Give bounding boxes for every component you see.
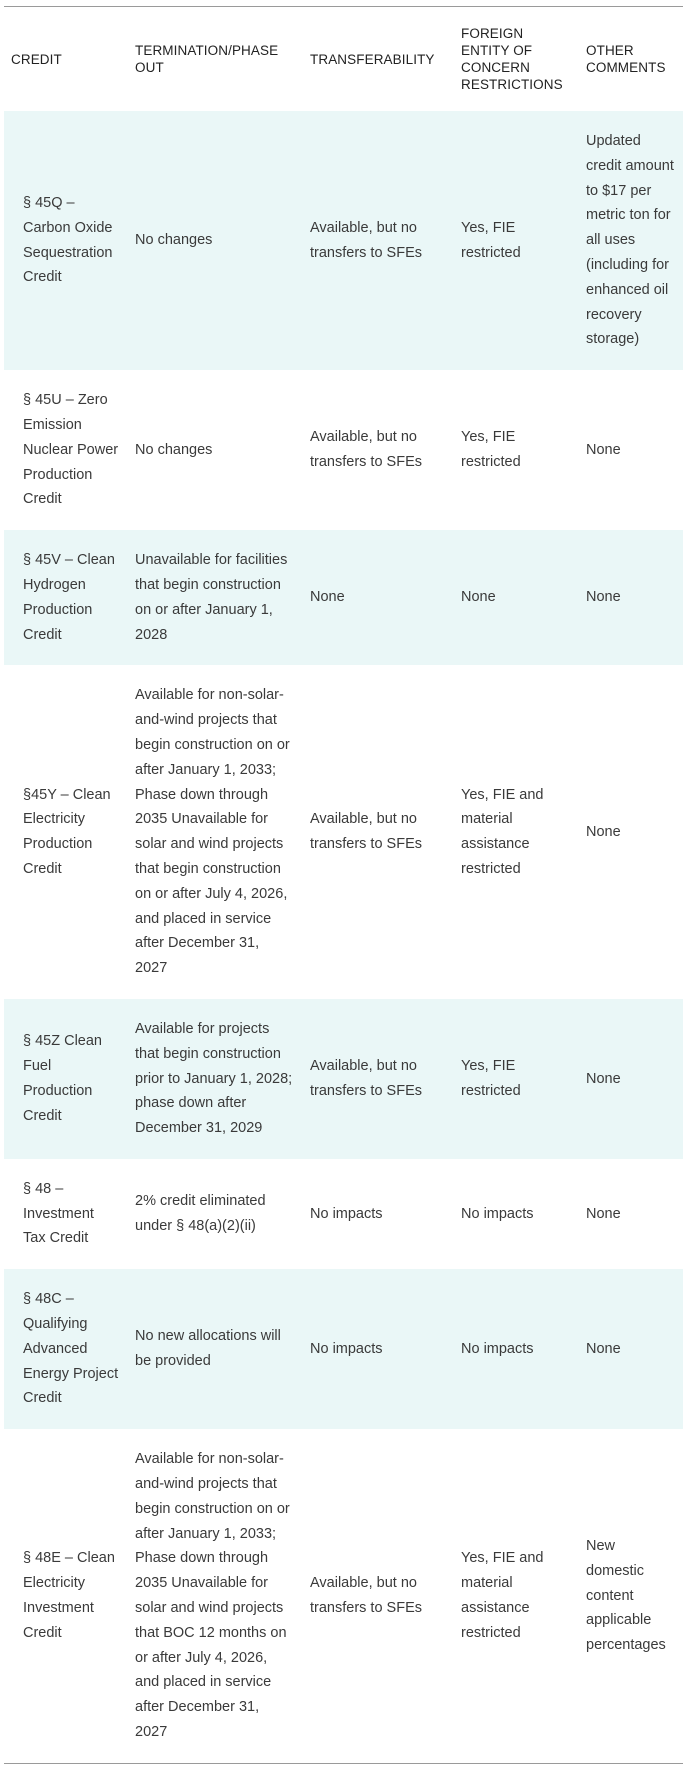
foreign-entity-cell: Yes, FIE restricted <box>461 219 521 261</box>
credit-cell: § 48C – Qualifying Advanced Energy Project Credit <box>23 1291 119 1407</box>
credit-cell: § 45V – Clean Hydrogen Production Credit <box>23 552 115 643</box>
transferability-cell: Available, but no transfers to SFEs <box>310 219 423 261</box>
other-comments-cell: None <box>586 1205 621 1222</box>
table-row <box>4 370 683 530</box>
termination-cell: No changes <box>135 441 213 458</box>
other-comments-cell: New domestic content applicable percentages <box>586 1538 666 1654</box>
table-row <box>4 111 683 370</box>
other-comments-cell: None <box>586 1340 621 1357</box>
transferability-cell: Available, but no transfers to SFEs <box>310 811 423 853</box>
transferability-cell: None <box>310 589 345 606</box>
foreign-entity-cell: Yes, FIE and material assistance restricted <box>461 1550 544 1641</box>
credit-cell: § 45U – Zero Emission Nuclear Power Production Credit <box>23 392 119 508</box>
credits-table-container <box>4 6 683 1764</box>
table-row <box>4 665 683 999</box>
header-foreign-entity: FOREIGN ENTITY OF CONCERN RESTRICTIONS <box>461 26 563 92</box>
termination-cell: No new allocations will be provided <box>135 1328 281 1370</box>
table-row <box>4 530 683 665</box>
foreign-entity-cell: Yes, FIE and material assistance restricted <box>461 786 544 877</box>
other-comments-cell: None <box>586 441 621 458</box>
table-row <box>4 1269 683 1429</box>
header-other-comments: OTHER COMMENTS <box>586 43 666 75</box>
foreign-entity-cell: Yes, FIE restricted <box>461 1058 521 1099</box>
termination-cell: Available for non-solar-and-wind projects that begin construction on or after January 1, 2033; Phase down through 2035 Unavailable for solar and wind projects that BOC 12 months on or after July 4, 2026, and placed in service after December 31, 2027 <box>135 1451 290 1741</box>
table-row <box>4 999 683 1159</box>
header-row <box>4 7 683 112</box>
transferability-cell: Available, but no transfers to SFEs <box>310 1575 423 1617</box>
header-transferability: TRANSFERABILITY <box>310 51 435 67</box>
foreign-entity-cell: None <box>461 589 496 606</box>
foreign-entity-cell: No impacts <box>461 1340 534 1357</box>
credit-cell: §45Y – Clean Electricity Production Credit <box>23 786 111 877</box>
credit-cell: § 48E – Clean Electricity Investment Credit <box>23 1550 115 1641</box>
transferability-cell: No impacts <box>310 1205 383 1222</box>
termination-cell: Unavailable for facilities that begin construction on or after January 1, 2028 <box>135 552 288 643</box>
foreign-entity-cell: Yes, FIE restricted <box>461 429 521 471</box>
other-comments-cell: None <box>586 589 621 606</box>
other-comments-cell: Updated credit amount to $17 per metric ton for all uses (including for enhanced oil recovery storage) <box>586 133 674 348</box>
termination-cell: No changes <box>135 232 213 249</box>
termination-cell: 2% credit eliminated under § 48(a)(2)(ii) <box>135 1193 266 1235</box>
header-termination: TERMINATION/PHASE OUT <box>135 43 279 75</box>
table-body <box>4 111 683 1763</box>
other-comments-cell: None <box>586 1070 621 1087</box>
table-header <box>4 7 683 112</box>
energy-credits-table <box>4 6 683 1764</box>
table-row <box>4 1429 683 1763</box>
other-comments-cell: None <box>586 823 621 840</box>
transferability-cell: No impacts <box>310 1340 383 1357</box>
header-credit: CREDIT <box>11 51 62 67</box>
table-row <box>4 1159 683 1269</box>
credit-cell: § 45Z Clean Fuel Production Credit <box>23 1033 102 1124</box>
credit-cell: § 45Q – Carbon Oxide Sequestration Credit <box>23 194 113 286</box>
foreign-entity-cell: No impacts <box>461 1205 534 1222</box>
transferability-cell: Available, but no transfers to SFEs <box>310 1058 423 1099</box>
transferability-cell: Available, but no transfers to SFEs <box>310 429 423 471</box>
credit-cell: § 48 – Investment Tax Credit <box>23 1180 94 1247</box>
termination-cell: Available for non-solar-and-wind projects that begin construction on or after January 1, 2033; Phase down through 2035 Unavailable for solar and wind projects that begin construction on or after July 4, 2026, and placed in service after December 31, 2027 <box>135 687 290 977</box>
termination-cell: Available for projects that begin construction prior to January 1, 2028; phase down after December 31, 2029 <box>135 1020 293 1137</box>
